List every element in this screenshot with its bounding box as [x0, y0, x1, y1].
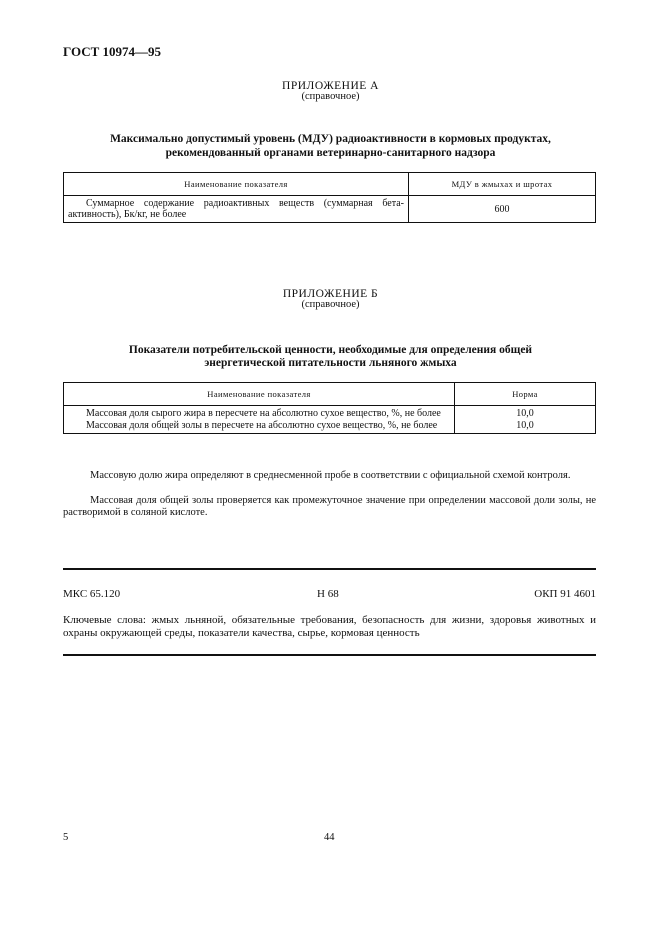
table-header-row [64, 383, 596, 406]
okp-code: ОКП 91 4601 [534, 588, 596, 600]
row-name: Массовая доля сырого жира в пересчете на абсолютно сухое вещество, %, не более [64, 406, 455, 420]
note-ash: Массовая доля общей золы проверяется как промежуточное значение при определении массовой доли золы, не растворимой в соляной кислоте. [63, 495, 596, 518]
row-value: 600 [409, 196, 596, 223]
row-value: 10,0 [455, 406, 596, 420]
column-header-mdu: МДУ в жмыхах и шротах [409, 173, 596, 196]
appendix-b-heading-line2: энергетической питательности льняного жмыха [204, 357, 457, 369]
page-number: 44 [324, 832, 335, 843]
column-header-name: Наименование показателя [64, 173, 409, 196]
footer-divider-bottom [63, 654, 596, 656]
appendix-a-heading-line1: Максимально допустимый уровень (МДУ) радиоактивности в кормовых продуктах, [110, 133, 551, 145]
row-name: Суммарное содержание радиоактивных веществ (суммарная бета-активность), Бк/кг, не более [64, 196, 409, 223]
table-row [64, 196, 596, 223]
page-number-left: 5 [63, 832, 69, 843]
row-value: 10,0 [455, 419, 596, 434]
keywords: Ключевые слова: жмых льняной, обязательные требования, безопасность для жизни, здоровья животных и охраны окружающей среды, показатели качества, сырье, кормовая ценность [63, 614, 596, 639]
column-header-norm: Норма [455, 383, 596, 406]
appendix-b-title: ПРИЛОЖЕНИЕ Б [282, 288, 379, 300]
table-row [64, 406, 596, 420]
appendix-a-subtitle: (справочное) [301, 91, 360, 102]
appendix-a-heading-line2: рекомендованный органами ветеринарно-санитарного надзора [165, 147, 496, 159]
appendix-b-table [63, 382, 596, 434]
h-code: Н 68 [317, 588, 339, 600]
footer-divider-top [63, 568, 596, 570]
appendix-a-table [63, 172, 596, 223]
table-row [64, 419, 596, 434]
table-header-row [64, 173, 596, 196]
note-fat: Массовую долю жира определяют в среднесменной пробе в соответствии с официальной схемой контроля. [90, 470, 571, 481]
row-name: Массовая доля общей золы в пересчете на абсолютно сухое вещество, %, не более [64, 419, 455, 434]
appendix-b-heading-line1: Показатели потребительской ценности, необходимые для определения общей [128, 344, 533, 356]
appendix-b-subtitle: (справочное) [301, 299, 360, 310]
mks-code: МКС 65.120 [63, 588, 121, 600]
appendix-a-title: ПРИЛОЖЕНИЕ А [282, 80, 379, 92]
column-header-name: Наименование показателя [64, 383, 455, 406]
document-standard-header: ГОСТ 10974—95 [63, 44, 162, 59]
